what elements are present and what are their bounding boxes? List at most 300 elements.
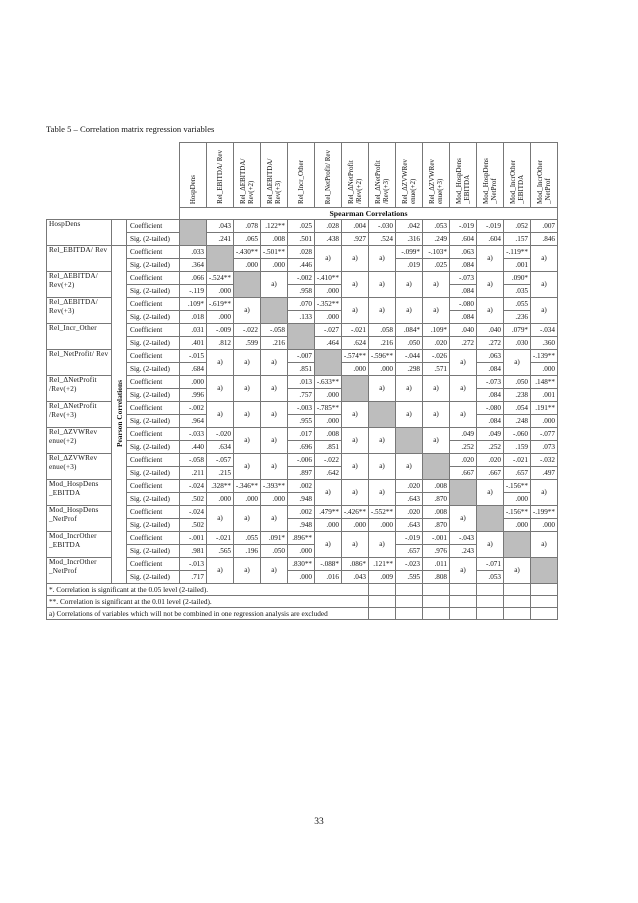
footnote-blank-cell [477, 596, 504, 608]
stat-label-sig: Sig. (2-tailed) [127, 441, 180, 454]
significance-cell: .000 [288, 571, 315, 584]
significance-cell: .446 [288, 259, 315, 272]
coefficient-cell: -.003 [288, 402, 315, 415]
column-header-label: Rel_Incr_Other [297, 160, 305, 204]
coefficient-cell: -.019 [450, 220, 477, 233]
row-variable-name: Rel_NetProfit/ Rev [47, 350, 112, 376]
column-header [531, 143, 558, 208]
significance-cell: .043 [342, 571, 369, 584]
significance-cell: .000 [234, 493, 261, 506]
significance-cell: .438 [315, 233, 342, 246]
coefficient-cell: -.430** [234, 246, 261, 259]
column-header [342, 143, 369, 208]
footnote-blank-cell [369, 584, 396, 596]
coefficient-cell: .063 [450, 246, 477, 259]
excluded-cell: a) [207, 402, 234, 428]
stat-label-coefficient: Coefficient [127, 454, 180, 467]
coefficient-cell: .040 [477, 324, 504, 337]
coefficient-cell: -.058 [261, 324, 288, 337]
coefficient-cell: -.001 [180, 532, 207, 545]
significance-cell: .657 [396, 545, 423, 558]
significance-cell: .084 [477, 363, 504, 376]
significance-cell: .497 [531, 467, 558, 480]
excluded-cell: a) [369, 454, 396, 480]
coefficient-cell: .091* [261, 532, 288, 545]
significance-cell: .364 [180, 259, 207, 272]
significance-cell: .084 [450, 311, 477, 324]
excluded-cell: a) [450, 506, 477, 532]
significance-cell: .000 [315, 389, 342, 402]
significance-cell: .215 [207, 467, 234, 480]
stat-label-coefficient: Coefficient [127, 376, 180, 389]
diagonal-cell [288, 324, 315, 350]
coefficient-cell: -.001 [423, 532, 450, 545]
excluded-cell: a) [450, 350, 477, 376]
significance-cell: .000 [369, 363, 396, 376]
significance-cell: .084 [477, 415, 504, 428]
coefficient-cell: -.393** [261, 480, 288, 493]
significance-cell: .657 [504, 467, 531, 480]
excluded-cell: a) [261, 454, 288, 480]
significance-cell: .502 [180, 493, 207, 506]
coefficient-cell: .020 [396, 480, 423, 493]
coefficient-cell: .028 [288, 246, 315, 259]
excluded-cell: a) [261, 428, 288, 454]
coefficient-cell: .109* [423, 324, 450, 337]
excluded-cell: a) [423, 272, 450, 298]
excluded-cell: a) [234, 428, 261, 454]
column-header-label: HospDens [189, 174, 197, 204]
excluded-cell: a) [531, 532, 558, 558]
significance-cell: .073 [531, 441, 558, 454]
significance-cell: .133 [288, 311, 315, 324]
footnote-blank-cell [531, 596, 558, 608]
significance-cell: .020 [423, 337, 450, 350]
excluded-cell: a) [531, 246, 558, 272]
coefficient-cell: -.033 [180, 428, 207, 441]
significance-cell: .524 [369, 233, 396, 246]
coefficient-cell: .191** [531, 402, 558, 415]
coefficient-cell: .830** [288, 558, 315, 571]
row-variable-name: Mod_IncrOther _NetProf [47, 558, 112, 584]
significance-cell: .001 [504, 259, 531, 272]
excluded-cell: a) [477, 298, 504, 324]
excluded-cell: a) [342, 480, 369, 506]
significance-cell: .216 [369, 337, 396, 350]
significance-cell: .870 [423, 519, 450, 532]
excluded-cell: a) [396, 298, 423, 324]
excluded-cell: a) [423, 402, 450, 428]
excluded-cell: a) [369, 532, 396, 558]
significance-cell: .000 [288, 545, 315, 558]
excluded-cell: a) [342, 532, 369, 558]
significance-cell: .000 [342, 363, 369, 376]
diagonal-cell [180, 220, 207, 246]
coefficient-cell: .109* [180, 298, 207, 311]
column-header-label: Rel_EBITDA/ Rev [216, 150, 224, 204]
footnote-blank-cell [477, 608, 504, 620]
column-header [423, 143, 450, 208]
significance-cell: .000 [261, 259, 288, 272]
coefficient-cell: -.020 [207, 428, 234, 441]
coefficient-cell: .086* [342, 558, 369, 571]
column-header [261, 143, 288, 208]
diagonal-cell [531, 558, 558, 584]
excluded-cell: a) [396, 454, 423, 480]
excluded-cell: a) [477, 246, 504, 272]
coefficient-cell: .479** [315, 506, 342, 519]
excluded-cell: a) [207, 350, 234, 376]
coefficient-cell: .007 [531, 220, 558, 233]
coefficient-cell: -.080 [450, 298, 477, 311]
row-variable-name: Rel_ΔEBITDA/ Rev(+3) [47, 298, 112, 324]
significance-cell: .501 [288, 233, 315, 246]
significance-cell: .000 [531, 519, 558, 532]
significance-cell: .216 [261, 337, 288, 350]
column-header-label: Mod_HospDens _EBITDA [455, 158, 471, 204]
coefficient-cell: -.007 [288, 350, 315, 363]
column-header-label: Rel_ΔZVWRev enue(+2) [401, 159, 417, 204]
significance-cell: .084 [477, 389, 504, 402]
footnote-blank-cell [504, 584, 531, 596]
significance-cell: .643 [396, 493, 423, 506]
significance-cell: .000 [315, 311, 342, 324]
stat-label-coefficient: Coefficient [127, 298, 180, 311]
stat-label-coefficient: Coefficient [127, 558, 180, 571]
coefficient-cell: -.030 [369, 220, 396, 233]
coefficient-cell: -.032 [531, 454, 558, 467]
excluded-cell: a) [234, 558, 261, 584]
spearman-label: Spearman Correlations [180, 208, 558, 220]
significance-cell: .000 [234, 259, 261, 272]
coefficient-cell: -.619** [207, 298, 234, 311]
significance-cell: .958 [288, 285, 315, 298]
significance-cell: .000 [261, 493, 288, 506]
diagonal-cell [342, 376, 369, 402]
spearman-spacer [47, 208, 180, 220]
coefficient-cell: -.022 [234, 324, 261, 337]
stat-label-coefficient: Coefficient [127, 428, 180, 441]
significance-cell: .000 [315, 285, 342, 298]
significance-cell: .604 [477, 233, 504, 246]
excluded-cell: a) [234, 402, 261, 428]
coefficient-cell: -.352** [315, 298, 342, 311]
significance-cell: .249 [423, 233, 450, 246]
coefficient-cell: -.021 [207, 532, 234, 545]
excluded-cell: a) [207, 376, 234, 402]
coefficient-cell: -.199** [531, 506, 558, 519]
coefficient-cell: -.002 [288, 272, 315, 285]
excluded-cell: a) [450, 376, 477, 402]
significance-cell: .000 [207, 493, 234, 506]
excluded-cell: a) [207, 506, 234, 532]
significance-cell: .238 [504, 389, 531, 402]
excluded-cell: a) [261, 506, 288, 532]
significance-cell: .948 [288, 519, 315, 532]
coefficient-cell: .000 [180, 376, 207, 389]
coefficient-cell: .079* [504, 324, 531, 337]
footnote-blank-cell [423, 596, 450, 608]
coefficient-cell: .017 [288, 428, 315, 441]
column-header-label: Rel_ΔZVWRev enue(+3) [428, 159, 444, 204]
coefficient-cell: .049 [477, 428, 504, 441]
footnote-blank-cell [531, 608, 558, 620]
footnote-blank-cell [369, 596, 396, 608]
significance-cell: .851 [288, 363, 315, 376]
row-variable-name: Mod_HospDens _NetProf [47, 506, 112, 532]
stat-label-coefficient: Coefficient [127, 350, 180, 363]
significance-cell: .851 [315, 441, 342, 454]
footnote-blank-cell [396, 584, 423, 596]
coefficient-cell: -.043 [450, 532, 477, 545]
coefficient-cell: .054 [504, 402, 531, 415]
significance-cell: .211 [180, 467, 207, 480]
diagonal-cell [261, 298, 288, 324]
coefficient-cell: -.099* [396, 246, 423, 259]
stat-label-sig: Sig. (2-tailed) [127, 415, 180, 428]
coefficient-cell: .025 [288, 220, 315, 233]
excluded-cell: a) [477, 532, 504, 558]
coefficient-cell: -.574** [342, 350, 369, 363]
coefficient-cell: .002 [288, 480, 315, 493]
coefficient-cell: .896** [288, 532, 315, 545]
coefficient-cell: -.034 [531, 324, 558, 337]
significance-cell: .757 [288, 389, 315, 402]
column-header-label: Rel_ΔEBITDA/ Rev(+3) [266, 158, 282, 204]
excluded-cell: a) [396, 376, 423, 402]
excluded-cell: a) [450, 402, 477, 428]
significance-cell: .000 [207, 311, 234, 324]
significance-cell: .927 [342, 233, 369, 246]
significance-cell: .642 [315, 467, 342, 480]
coefficient-cell: .008 [423, 480, 450, 493]
coefficient-cell: .121** [369, 558, 396, 571]
coefficient-cell: .053 [423, 220, 450, 233]
row-variable-name: HospDens [47, 220, 112, 246]
significance-cell: .634 [207, 441, 234, 454]
significance-cell: .684 [180, 363, 207, 376]
significance-cell: .812 [207, 337, 234, 350]
excluded-cell: a) [234, 350, 261, 376]
stat-label-coefficient: Coefficient [127, 506, 180, 519]
column-header-label: Mod_HospDens _NetProf [482, 158, 498, 204]
stat-label-coefficient: Coefficient [127, 480, 180, 493]
excluded-cell: a) [261, 376, 288, 402]
excluded-cell: a) [423, 298, 450, 324]
coefficient-cell: .008 [315, 428, 342, 441]
coefficient-cell: .055 [504, 298, 531, 311]
significance-cell: .025 [423, 259, 450, 272]
significance-cell: .084 [450, 285, 477, 298]
coefficient-cell: .002 [288, 506, 315, 519]
coefficient-cell: -.002 [180, 402, 207, 415]
significance-cell: .624 [342, 337, 369, 350]
significance-cell: .976 [423, 545, 450, 558]
coefficient-cell: -.501** [261, 246, 288, 259]
significance-cell: .000 [315, 415, 342, 428]
column-header [234, 143, 261, 208]
stat-label-coefficient: Coefficient [127, 272, 180, 285]
significance-cell: .050 [396, 337, 423, 350]
stat-label-sig: Sig. (2-tailed) [127, 337, 180, 350]
coefficient-cell: .043 [207, 220, 234, 233]
stat-label-coefficient: Coefficient [127, 246, 180, 259]
significance-cell: .948 [288, 493, 315, 506]
coefficient-cell: -.596** [369, 350, 396, 363]
diagonal-cell [369, 402, 396, 428]
stat-label-sig: Sig. (2-tailed) [127, 493, 180, 506]
coefficient-cell: .020 [396, 506, 423, 519]
column-header [450, 143, 477, 208]
coefficient-cell: -.058 [180, 454, 207, 467]
significance-cell: .050 [261, 545, 288, 558]
significance-cell: .000 [369, 519, 396, 532]
coefficient-cell: -.088* [315, 558, 342, 571]
coefficient-cell: .042 [396, 220, 423, 233]
row-variable-name: Mod_HospDens _EBITDA [47, 480, 112, 506]
excluded-cell: a) [342, 402, 369, 428]
significance-cell: .595 [396, 571, 423, 584]
significance-cell: .009 [369, 571, 396, 584]
coefficient-cell: .084* [396, 324, 423, 337]
coefficient-cell: .078 [234, 220, 261, 233]
excluded-cell: a) [369, 480, 396, 506]
significance-cell: .000 [342, 519, 369, 532]
diagonal-cell [234, 272, 261, 298]
significance-cell: .000 [315, 519, 342, 532]
significance-cell: .870 [423, 493, 450, 506]
excluded-cell: a) [315, 532, 342, 558]
column-header-label: Rel_ΔNetProfit /Rev(+2) [347, 160, 363, 204]
significance-cell: .053 [477, 571, 504, 584]
coefficient-cell: .070 [288, 298, 315, 311]
coefficient-cell: -.080 [477, 402, 504, 415]
significance-cell: .846 [531, 233, 558, 246]
excluded-cell: a) [369, 272, 396, 298]
significance-cell: .401 [180, 337, 207, 350]
significance-cell: .272 [450, 337, 477, 350]
footnote: a) Correlations of variables which will not be combined in one regression analysis are excluded [47, 608, 369, 620]
diagonal-cell [477, 506, 504, 532]
stat-label-sig: Sig. (2-tailed) [127, 571, 180, 584]
stat-label-coefficient: Coefficient [127, 532, 180, 545]
footnote-blank-cell [369, 608, 396, 620]
footnote-blank-cell [396, 596, 423, 608]
stat-label-sig: Sig. (2-tailed) [127, 545, 180, 558]
footnote-blank-cell [450, 608, 477, 620]
significance-cell: .604 [450, 233, 477, 246]
coefficient-cell: -.119** [504, 246, 531, 259]
significance-cell: .252 [450, 441, 477, 454]
coefficient-cell: -.057 [207, 454, 234, 467]
significance-cell: .667 [450, 467, 477, 480]
excluded-cell: a) [342, 246, 369, 272]
diagonal-cell [315, 350, 342, 376]
significance-cell: .000 [531, 415, 558, 428]
coefficient-cell: .066 [180, 272, 207, 285]
stat-label-coefficient: Coefficient [127, 220, 180, 233]
stat-label-sig: Sig. (2-tailed) [127, 285, 180, 298]
significance-cell: .996 [180, 389, 207, 402]
coefficient-cell: -.023 [396, 558, 423, 571]
column-header [396, 143, 423, 208]
stat-label-coefficient: Coefficient [127, 402, 180, 415]
stat-label-sig: Sig. (2-tailed) [127, 519, 180, 532]
row-variable-name: Rel_ΔNetProfit /Rev(+2) [47, 376, 112, 402]
coefficient-cell: -.009 [207, 324, 234, 337]
excluded-cell: a) [396, 402, 423, 428]
significance-cell: .464 [315, 337, 342, 350]
significance-cell: .643 [396, 519, 423, 532]
coefficient-cell: -.013 [180, 558, 207, 571]
coefficient-cell: -.060 [504, 428, 531, 441]
significance-cell: .030 [504, 337, 531, 350]
significance-cell: .316 [396, 233, 423, 246]
excluded-cell: a) [369, 376, 396, 402]
coefficient-cell: .058 [369, 324, 396, 337]
coefficient-cell: -.073 [477, 376, 504, 389]
stat-label-sig: Sig. (2-tailed) [127, 363, 180, 376]
significance-cell: .019 [396, 259, 423, 272]
row-variable-name: Rel_ΔZVWRev enue(+3) [47, 454, 112, 480]
footnote-blank-cell [396, 608, 423, 620]
coefficient-cell: .090* [504, 272, 531, 285]
column-header [288, 143, 315, 208]
coefficient-cell: -.021 [342, 324, 369, 337]
significance-cell: .440 [180, 441, 207, 454]
footnote-blank-cell [450, 596, 477, 608]
significance-cell: .808 [423, 571, 450, 584]
coefficient-cell: -.073 [450, 272, 477, 285]
coefficient-cell: -.019 [477, 220, 504, 233]
excluded-cell: a) [234, 454, 261, 480]
coefficient-cell: -.022 [315, 454, 342, 467]
coefficient-cell: .063 [477, 350, 504, 363]
pearson-spacer [112, 220, 127, 246]
pearson-label: Pearson Correlations [114, 379, 124, 447]
coefficient-cell: -.633** [315, 376, 342, 389]
significance-cell: .964 [180, 415, 207, 428]
stat-label-sig: Sig. (2-tailed) [127, 389, 180, 402]
excluded-cell: a) [315, 246, 342, 272]
significance-cell: .035 [504, 285, 531, 298]
excluded-cell: a) [315, 480, 342, 506]
diagonal-cell [504, 532, 531, 558]
pearson-label-cell [112, 246, 127, 584]
excluded-cell: a) [369, 298, 396, 324]
coefficient-cell: .033 [180, 246, 207, 259]
coefficient-cell: -.019 [396, 532, 423, 545]
coefficient-cell: .031 [180, 324, 207, 337]
significance-cell: .955 [288, 415, 315, 428]
column-header [180, 143, 207, 208]
footnote: **. Correlation is significant at the 0.01 level (2-tailed). [47, 596, 369, 608]
significance-cell: .897 [288, 467, 315, 480]
excluded-cell: a) [369, 246, 396, 272]
column-header [504, 143, 531, 208]
coefficient-cell: -.027 [315, 324, 342, 337]
excluded-cell: a) [423, 428, 450, 454]
significance-cell: .241 [207, 233, 234, 246]
significance-cell: -.119 [180, 285, 207, 298]
coefficient-cell: .011 [423, 558, 450, 571]
significance-cell: .667 [477, 467, 504, 480]
coefficient-cell: .049 [450, 428, 477, 441]
excluded-cell: a) [342, 454, 369, 480]
significance-cell: .599 [234, 337, 261, 350]
coefficient-cell: -.006 [288, 454, 315, 467]
excluded-cell: a) [504, 350, 531, 376]
